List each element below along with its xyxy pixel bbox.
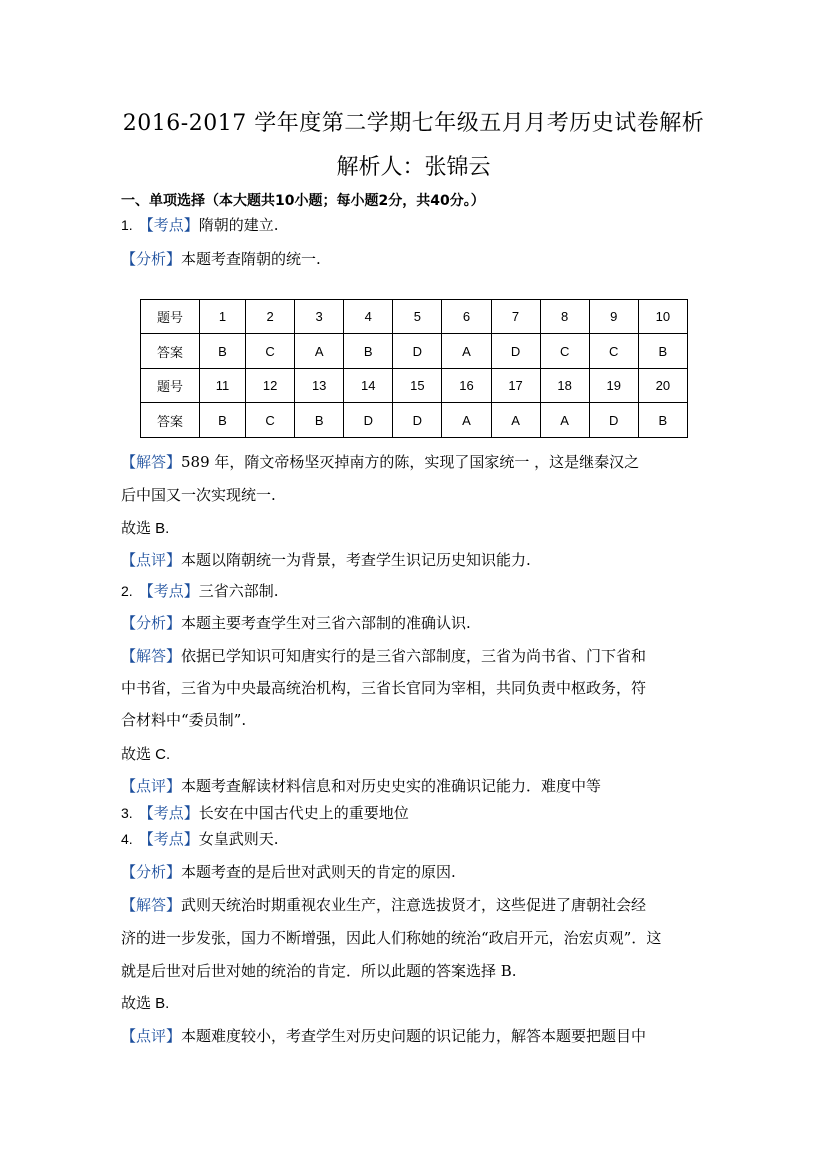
section-heading: 一、单项选择（本大题共10小题；每小题2分，共40分。） — [121, 193, 485, 209]
kaodian-tag: 【考点】 — [138, 830, 199, 848]
dianping-tag: 【点评】 — [121, 1027, 182, 1045]
table-cell: 4 — [344, 300, 393, 334]
q2-jieda-line-3: 合材料中“委员制”. — [121, 711, 247, 729]
q2-jieda-line-1 — [121, 645, 646, 666]
q3-kaodian-line — [121, 802, 409, 823]
kaodian-text: 隋朝的建立. — [198, 216, 279, 234]
table-cell: D — [344, 403, 393, 438]
answer-table — [140, 299, 688, 438]
q1-jieda-line-2: 后中国又一次实现统一. — [121, 486, 276, 504]
table-row-header: 答案 — [141, 403, 200, 438]
table-row — [141, 334, 688, 369]
q4-jieda-line-3: 就是后世对后世对她的统治的肯定．所以此题的答案选择 B. — [121, 962, 517, 980]
table-cell: C — [246, 403, 295, 438]
question-number: 4. — [121, 831, 133, 847]
fenxi-tag: 【分析】 — [121, 863, 182, 881]
q4-kaodian-line — [121, 828, 278, 849]
table-cell: 19 — [589, 369, 638, 403]
table-row-header: 题号 — [141, 300, 200, 334]
kaodian-tag: 【考点】 — [138, 804, 199, 822]
table-cell: B — [638, 403, 687, 438]
table-row — [141, 300, 688, 334]
dianping-text: 本题难度较小，考查学生对历史问题的识记能力，解答本题要把题目中 — [181, 1027, 647, 1045]
question-number: 2. — [121, 583, 133, 599]
fenxi-text: 本题考查隋朝的统一. — [181, 250, 321, 268]
table-cell: 9 — [589, 300, 638, 334]
table-cell: 6 — [442, 300, 491, 334]
fenxi-tag: 【分析】 — [121, 250, 182, 268]
table-cell: 10 — [638, 300, 687, 334]
q4-choice: 故选 B. — [121, 995, 170, 1012]
table-cell: 3 — [295, 300, 344, 334]
table-cell: B — [295, 403, 344, 438]
q2-dianping-line — [121, 775, 601, 796]
table-cell: C — [540, 334, 589, 369]
document-title: 2016-2017 学年度第二学期七年级五月月考历史试卷解析 — [122, 111, 705, 136]
table-row-header: 答案 — [141, 334, 200, 369]
jieda-text: 589 年，隋文帝杨坚灭掉南方的陈，实现了国家统一 ，这是继秦汉之 — [181, 453, 640, 471]
table-cell: 8 — [540, 300, 589, 334]
q4-jieda-line-1 — [121, 894, 646, 915]
q2-jieda-line-2: 中书省，三省为中央最高统治机构，三省长官同为宰相，共同负责中枢政务，符 — [121, 679, 647, 697]
fenxi-text: 本题考查的是后世对武则天的肯定的原因. — [181, 863, 456, 881]
fenxi-tag: 【分析】 — [121, 614, 182, 632]
table-row — [141, 403, 688, 438]
table-row — [141, 369, 688, 403]
question-number: 1. — [121, 217, 133, 233]
q4-fenxi-line — [121, 861, 456, 882]
table-cell: B — [344, 334, 393, 369]
table-row-header: 题号 — [141, 369, 200, 403]
dianping-text: 本题考查解读材料信息和对历史史实的准确识记能力．难度中等 — [181, 777, 602, 795]
table-cell: D — [589, 403, 638, 438]
table-cell: A — [491, 403, 540, 438]
table-cell: A — [295, 334, 344, 369]
table-cell: B — [200, 403, 246, 438]
q4-jieda-line-2: 济的进一步发张，国力不断增强，因此人们称她的统治“政启开元，治宏贞观”．这 — [121, 929, 662, 947]
table-cell: 15 — [393, 369, 442, 403]
jieda-tag: 【解答】 — [121, 453, 182, 471]
table-cell: 20 — [638, 369, 687, 403]
kaodian-tag: 【考点】 — [138, 216, 199, 234]
table-cell: 5 — [393, 300, 442, 334]
jieda-text: 依据已学知识可知唐实行的是三省六部制度，三省为尚书省、门下省和 — [181, 647, 647, 665]
q2-kaodian-line — [121, 580, 278, 601]
q1-kaodian-line — [121, 214, 278, 235]
dianping-tag: 【点评】 — [121, 551, 182, 569]
table-cell: 13 — [295, 369, 344, 403]
table-cell: B — [200, 334, 246, 369]
kaodian-tag: 【考点】 — [138, 582, 199, 600]
table-cell: D — [393, 403, 442, 438]
q2-fenxi-line — [121, 612, 471, 633]
table-cell: D — [393, 334, 442, 369]
table-cell: B — [638, 334, 687, 369]
table-cell: 18 — [540, 369, 589, 403]
question-number: 3. — [121, 805, 133, 821]
table-cell: 11 — [200, 369, 246, 403]
table-cell: 17 — [491, 369, 540, 403]
table-cell: A — [442, 334, 491, 369]
jieda-tag: 【解答】 — [121, 647, 182, 665]
table-cell: 12 — [246, 369, 295, 403]
table-cell: C — [246, 334, 295, 369]
fenxi-text: 本题主要考查学生对三省六部制的准确认识. — [181, 614, 471, 632]
dianping-text: 本题以隋朝统一为背景，考查学生识记历史知识能力. — [181, 551, 531, 569]
q1-jieda-line-1 — [121, 451, 639, 472]
table-cell: 1 — [200, 300, 246, 334]
q1-dianping-line — [121, 549, 531, 570]
table-cell: 2 — [246, 300, 295, 334]
table-cell: D — [491, 334, 540, 369]
jieda-tag: 【解答】 — [121, 896, 182, 914]
q4-dianping-line — [121, 1025, 646, 1046]
q1-fenxi-line — [121, 248, 321, 269]
table-cell: 14 — [344, 369, 393, 403]
author-line: 解析人：张锦云 — [336, 155, 491, 180]
table-cell: A — [442, 403, 491, 438]
jieda-text: 武则天统治时期重视农业生产，注意选拔贤才，这些促进了唐朝社会经 — [181, 896, 647, 914]
q2-choice: 故选 C. — [121, 746, 171, 763]
table-cell: A — [540, 403, 589, 438]
kaodian-text: 三省六部制. — [198, 582, 279, 600]
table-cell: C — [589, 334, 638, 369]
dianping-tag: 【点评】 — [121, 777, 182, 795]
q1-choice: 故选 B. — [121, 520, 170, 537]
kaodian-text: 长安在中国古代史上的重要地位 — [198, 804, 409, 822]
kaodian-text: 女皇武则天. — [198, 830, 279, 848]
table-cell: 7 — [491, 300, 540, 334]
table-cell: 16 — [442, 369, 491, 403]
